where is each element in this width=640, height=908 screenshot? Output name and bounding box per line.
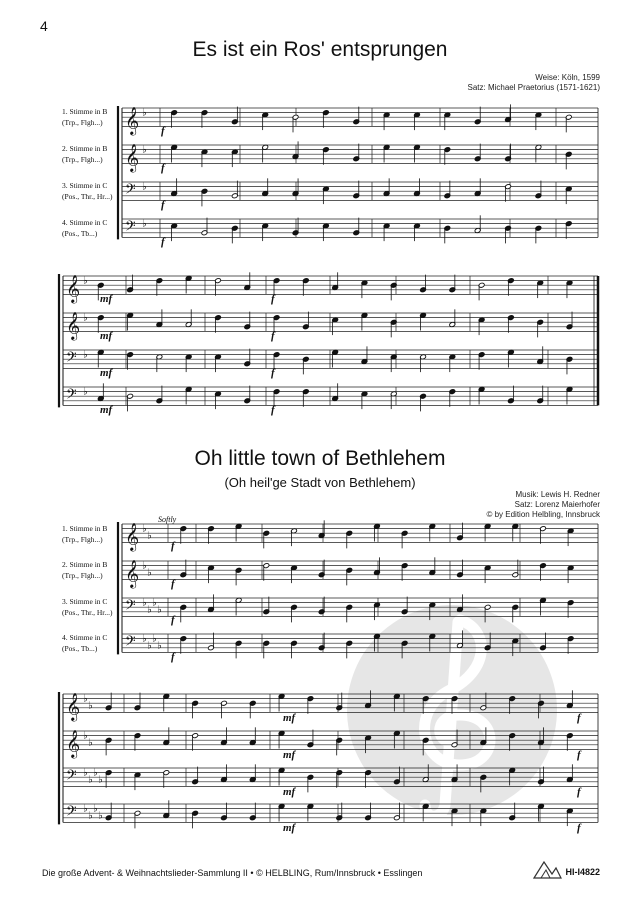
flat-icon: ♭ xyxy=(83,767,88,779)
voice-name: 4. Stimme in C xyxy=(62,218,108,227)
flat-icon: ♭ xyxy=(83,312,88,324)
dynamic-marking: f xyxy=(161,125,165,137)
voice-name: 3. Stimme in C xyxy=(62,597,108,606)
dynamic-marking: f xyxy=(161,236,165,248)
flat-icon: ♭ xyxy=(142,107,147,119)
voice-instruments: (Trp., Flgh...) xyxy=(62,118,103,127)
flat-icon: ♭ xyxy=(142,560,147,572)
treble-clef-icon: 𝄞 xyxy=(125,143,140,172)
flat-icon: ♭ xyxy=(83,349,88,361)
flat-icon: ♭ xyxy=(147,604,152,616)
dynamic-marking: f xyxy=(577,822,581,834)
flat-icon: ♭ xyxy=(152,597,157,609)
catalog-code: HI-I4822 xyxy=(565,867,600,877)
dynamic-marking: mf xyxy=(100,404,113,416)
song1-credit-arrangement: Satz: Michael Praetorius (1571-1621) xyxy=(467,83,600,92)
voice-instruments: (Pos., Tb...) xyxy=(62,229,98,238)
dynamic-marking: f xyxy=(577,712,581,724)
dynamic-marking: f xyxy=(271,293,275,305)
flat-icon: ♭ xyxy=(93,767,98,779)
dynamic-marking: mf xyxy=(283,786,296,798)
bass-clef-icon: 𝄢 xyxy=(66,385,77,405)
voice-name: 2. Stimme in B xyxy=(62,144,108,153)
voice-name: 2. Stimme in B xyxy=(62,560,108,569)
voice-instruments: (Trp., Flgh...) xyxy=(62,571,103,580)
flat-icon: ♭ xyxy=(98,810,103,822)
voice-instruments: (Pos., Thr., Hr...) xyxy=(62,192,113,201)
flat-icon: ♭ xyxy=(147,567,152,579)
flat-icon: ♭ xyxy=(93,803,98,815)
song2-credit-copyright: © by Edition Helbling, Innsbruck xyxy=(486,510,600,519)
dynamic-marking: f xyxy=(171,540,175,552)
flat-icon: ♭ xyxy=(83,386,88,398)
song2-credit-music: Musik: Lewis H. Redner xyxy=(515,490,600,499)
flat-icon: ♭ xyxy=(152,633,157,645)
voice-instruments: (Pos., Tb...) xyxy=(62,644,98,653)
voice-instruments: (Trp., Flgh...) xyxy=(62,155,103,164)
treble-clef-icon: 𝄞 xyxy=(66,729,81,758)
dynamic-marking: mf xyxy=(100,330,113,342)
bass-clef-icon: 𝄢 xyxy=(125,217,136,237)
dynamic-marking: f xyxy=(577,786,581,798)
dynamic-marking: f xyxy=(161,162,165,174)
tempo-marking: Softly xyxy=(158,515,177,524)
bass-clef-icon: 𝄢 xyxy=(125,180,136,200)
flat-icon: ♭ xyxy=(88,737,93,749)
flat-icon: ♭ xyxy=(142,218,147,230)
dynamic-marking: f xyxy=(161,199,165,211)
flat-icon: ♭ xyxy=(142,144,147,156)
treble-clef-icon: 𝄞 xyxy=(66,274,81,303)
flat-icon: ♭ xyxy=(83,693,88,705)
publisher-logo xyxy=(532,858,562,880)
dynamic-marking: mf xyxy=(100,293,113,305)
dynamic-marking: f xyxy=(577,749,581,761)
voice-instruments: (Pos., Thr., Hr...) xyxy=(62,608,113,617)
treble-clef-icon: 𝄞 xyxy=(125,106,140,135)
flat-icon: ♭ xyxy=(142,523,147,535)
song1-title: Es ist ein Ros' entsprungen xyxy=(192,38,448,61)
voice-name: 3. Stimme in C xyxy=(62,181,108,190)
dynamic-marking: f xyxy=(271,367,275,379)
flat-icon: ♭ xyxy=(83,730,88,742)
flat-icon: ♭ xyxy=(83,803,88,815)
song1-credit-melody: Weise: Köln, 1599 xyxy=(535,73,600,82)
flat-icon: ♭ xyxy=(147,640,152,652)
footer-text: Die große Advent- & Weihnachtslieder-Sammlung II • © HELBLING, Rum/Innsbruck • Esslingen xyxy=(42,868,423,878)
song2-title: Oh little town of Bethlehem xyxy=(194,447,446,470)
treble-clef-icon: 𝄞 xyxy=(125,559,140,588)
treble-clef-icon: 𝄞 xyxy=(125,522,140,551)
dynamic-marking: f xyxy=(171,578,175,590)
dynamic-marking: mf xyxy=(283,822,296,834)
dynamic-marking: mf xyxy=(283,712,296,724)
flat-icon: ♭ xyxy=(142,633,147,645)
flat-icon: ♭ xyxy=(142,181,147,193)
voice-name: 1. Stimme in B xyxy=(62,524,108,533)
dynamic-marking: f xyxy=(171,651,175,663)
dynamic-marking: mf xyxy=(100,367,113,379)
treble-clef-icon: 𝄞 xyxy=(66,692,81,721)
bass-clef-icon: 𝄢 xyxy=(66,802,77,822)
dynamic-marking: f xyxy=(171,614,175,626)
flat-icon: ♭ xyxy=(88,700,93,712)
page-number: 4 xyxy=(40,18,48,34)
flat-icon: ♭ xyxy=(83,275,88,287)
flat-icon: ♭ xyxy=(157,604,162,616)
flat-icon: ♭ xyxy=(157,640,162,652)
dynamic-marking: f xyxy=(271,404,275,416)
voice-name: 4. Stimme in C xyxy=(62,633,108,642)
flat-icon: ♭ xyxy=(98,774,103,786)
song2-subtitle: (Oh heil'ge Stadt von Bethlehem) xyxy=(224,475,416,490)
dynamic-marking: f xyxy=(271,330,275,342)
flat-icon: ♭ xyxy=(88,774,93,786)
bass-clef-icon: 𝄢 xyxy=(125,596,136,616)
song2-credit-arrangement: Satz: Lorenz Maierhofer xyxy=(514,500,600,509)
bass-clef-icon: 𝄢 xyxy=(66,348,77,368)
bass-clef-icon: 𝄢 xyxy=(125,632,136,652)
treble-clef-icon: 𝄞 xyxy=(66,311,81,340)
voice-instruments: (Trp., Flgh...) xyxy=(62,535,103,544)
flat-icon: ♭ xyxy=(147,530,152,542)
flat-icon: ♭ xyxy=(142,597,147,609)
bass-clef-icon: 𝄢 xyxy=(66,766,77,786)
voice-name: 1. Stimme in B xyxy=(62,107,108,116)
flat-icon: ♭ xyxy=(88,810,93,822)
dynamic-marking: mf xyxy=(283,749,296,761)
